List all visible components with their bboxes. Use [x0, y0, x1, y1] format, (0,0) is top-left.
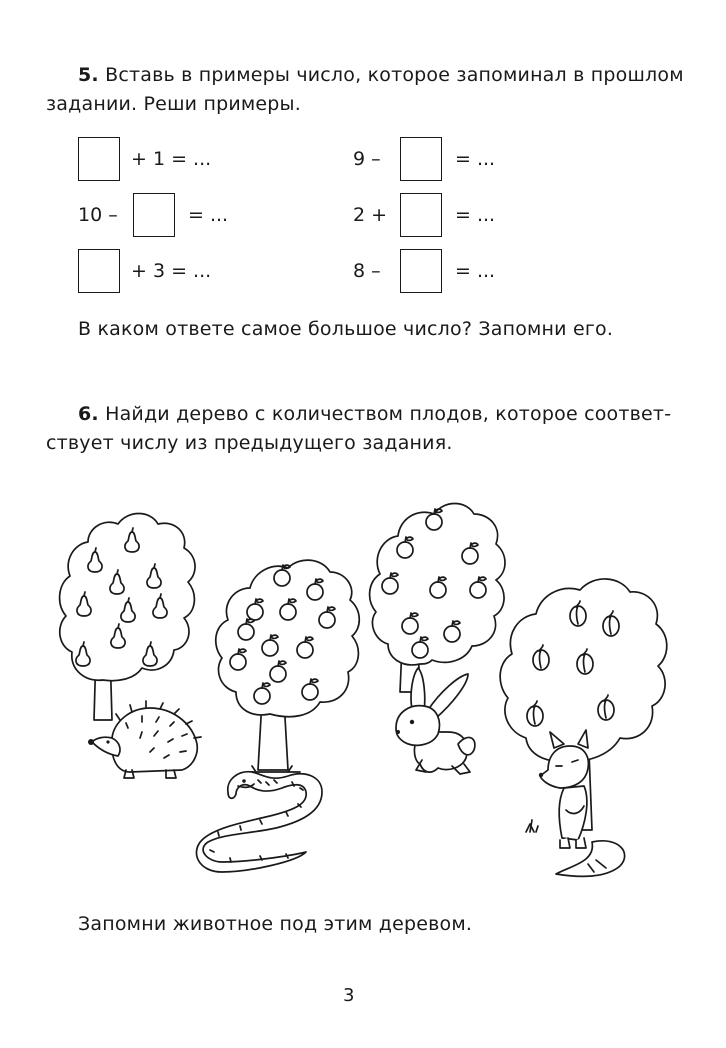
trees-illustration [0, 470, 726, 900]
example-2-pre: 9 – [353, 148, 381, 170]
example-1-post: + 1 = ... [131, 148, 212, 170]
answer-box-6[interactable] [400, 249, 442, 293]
tree-apples-12[interactable] [216, 560, 360, 772]
example-6-post: = ... [455, 260, 496, 282]
example-5-post: + 3 = ... [131, 260, 212, 282]
answer-box-2[interactable] [400, 137, 442, 181]
example-4-pre: 2 + [353, 204, 388, 226]
example-4-post: = ... [455, 204, 496, 226]
task6-text-line1: Найди дерево с количеством плодов, которое соответ- [105, 403, 672, 425]
example-3-post: = ... [188, 204, 229, 226]
answer-box-1[interactable] [78, 137, 120, 181]
task6-text-line2: ствует числу из предыдущего задания. [46, 432, 453, 454]
task5-line1 [78, 64, 684, 86]
example-2-post: = ... [455, 148, 496, 170]
tree-apples-9[interactable] [370, 504, 505, 693]
page-number: 3 [343, 985, 355, 1006]
task5-text-line1: Вставь в примеры число, которое запоминал в прошлом [105, 64, 684, 86]
answer-box-5[interactable] [78, 249, 120, 293]
task6-line1 [78, 403, 671, 425]
answer-box-4[interactable] [400, 193, 442, 237]
example-6-pre: 8 – [353, 260, 381, 282]
example-3-pre: 10 – [78, 204, 118, 226]
answer-box-3[interactable] [133, 193, 175, 237]
task5-number: 5. [78, 64, 99, 86]
tree-pears[interactable] [60, 514, 195, 721]
task5-question: В каком ответе самое большое число? Запомни его. [78, 318, 614, 340]
snake[interactable] [196, 772, 322, 872]
task6-number: 6. [78, 403, 99, 425]
task6-footer: Запомни животное под этим деревом. [78, 913, 473, 935]
task5-text-line2: задании. Реши примеры. [46, 93, 301, 115]
